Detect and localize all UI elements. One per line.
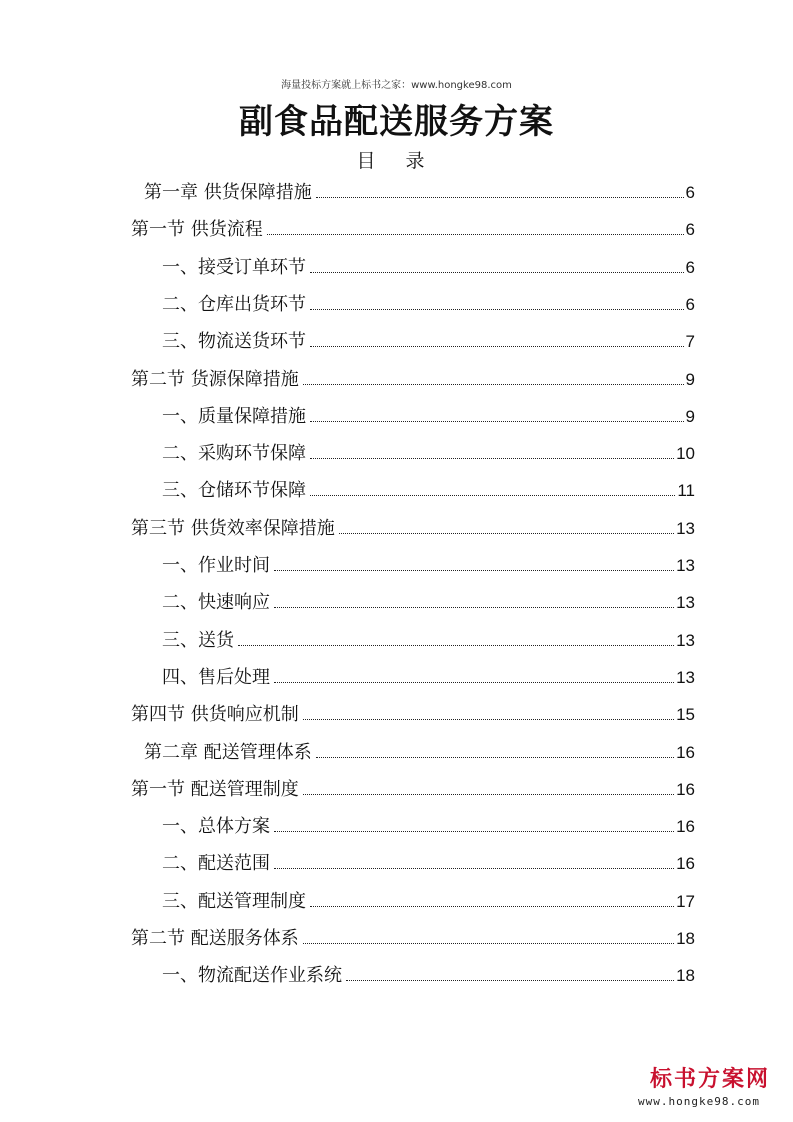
toc-dot-leader [316,197,684,198]
toc-page-number: 16 [676,780,695,799]
toc-entry-label: 一、接受订单环节 [162,257,306,278]
toc-entry-label: 二、仓库出货环节 [162,294,306,315]
toc-entry-label: 第一节 供货流程 [131,219,263,240]
toc-page-number: 6 [685,295,695,314]
toc-page-number: 7 [685,332,695,351]
toc-page-number: 18 [676,929,695,948]
toc-entry-label: 一、作业时间 [162,555,270,576]
toc-entry[interactable] [131,775,695,805]
toc-entry[interactable] [162,663,695,693]
toc-page-number: 6 [685,220,695,239]
toc-entry[interactable] [162,253,695,283]
toc-entry[interactable] [162,812,695,842]
toc-entry-label: 第四节 供货响应机制 [131,704,299,725]
toc-dot-leader [303,719,674,720]
toc-entry-label: 三、物流送货环节 [162,331,306,352]
toc-dot-leader [310,272,684,273]
toc-entry[interactable] [131,700,695,730]
toc-entry-label: 第一节 配送管理制度 [131,779,299,800]
toc-page-number: 16 [676,743,695,762]
toc-dot-leader [310,309,684,310]
toc-dot-leader [267,234,684,235]
toc-entry-label: 第三节 供货效率保障措施 [131,518,335,539]
toc-entry-label: 二、采购环节保障 [162,443,306,464]
toc-dot-leader [346,980,674,981]
toc-entry[interactable] [162,588,695,618]
toc-entry-label: 一、总体方案 [162,816,270,837]
watermark-brand: 标书方案网 [650,1067,771,1092]
toc-dot-leader [339,533,674,534]
toc-dot-leader [274,831,674,832]
toc-entry[interactable] [162,551,695,581]
toc-dot-leader [310,346,684,347]
toc-entry[interactable] [162,961,695,991]
toc-entry[interactable] [162,626,695,656]
toc-dot-leader [274,607,674,608]
toc-entry-label: 第二节 货源保障措施 [131,369,299,390]
toc-entry[interactable] [162,290,695,320]
toc-entry-label: 四、售后处理 [162,667,270,688]
watermark-logo [636,1062,786,1116]
toc-entry-label: 第二章 配送管理体系 [144,742,312,763]
toc-page-number: 18 [676,966,695,985]
toc-entry[interactable] [162,402,695,432]
toc-entry-label: 一、质量保障措施 [162,406,306,427]
toc-dot-leader [310,458,674,459]
toc-page-number: 16 [676,854,695,873]
toc-page-number: 16 [676,817,695,836]
toc-page-number: 9 [685,407,695,426]
toc-entry[interactable] [162,476,695,506]
toc-entry[interactable] [131,365,695,395]
toc-entry[interactable] [162,439,695,469]
toc-entry[interactable] [131,215,695,245]
toc-dot-leader [303,943,674,944]
toc-dot-leader [310,421,684,422]
toc-entry-label: 三、送货 [162,630,234,651]
toc-dot-leader [274,682,674,683]
toc-page-number: 9 [685,370,695,389]
toc-entry-label: 三、仓储环节保障 [162,480,306,501]
toc-entry[interactable] [144,178,695,208]
toc-page-number: 15 [676,705,695,724]
toc-page-number: 13 [676,556,695,575]
toc-heading: 目 录 [356,150,437,172]
toc-entry-label: 二、快速响应 [162,592,270,613]
toc-entry[interactable] [144,738,695,768]
toc-page-number: 13 [676,593,695,612]
toc-page-number: 6 [685,258,695,277]
toc-entry-label: 第二节 配送服务体系 [131,928,299,949]
toc-entry[interactable] [162,887,695,917]
header-note: 海量投标方案就上标书之家：www.hongke98.com [281,80,512,91]
toc-page-number: 13 [676,631,695,650]
toc-entry[interactable] [131,924,695,954]
toc-dot-leader [303,794,674,795]
toc-dot-leader [238,645,674,646]
toc-entry[interactable] [131,514,695,544]
document-title: 副食品配送服务方案 [239,102,554,142]
toc-dot-leader [316,757,674,758]
toc-entry-label: 一、物流配送作业系统 [162,965,342,986]
toc-dot-leader [310,906,674,907]
toc-page-number: 13 [676,668,695,687]
toc-dot-leader [303,384,684,385]
toc-entry[interactable] [162,849,695,879]
toc-dot-leader [274,570,674,571]
toc-entry-label: 第一章 供货保障措施 [144,182,312,203]
toc-entry-label: 三、配送管理制度 [162,891,306,912]
toc-page-number: 10 [676,444,695,463]
toc-entry-label: 二、配送范围 [162,853,270,874]
toc-page-number: 11 [677,481,695,500]
toc-dot-leader [274,868,674,869]
toc-page-number: 13 [676,519,695,538]
toc-page-number: 17 [676,892,695,911]
toc-dot-leader [310,495,675,496]
toc-entry[interactable] [162,327,695,357]
toc-page-number: 6 [685,183,695,202]
watermark-url: www.hongke98.com [638,1095,760,1108]
